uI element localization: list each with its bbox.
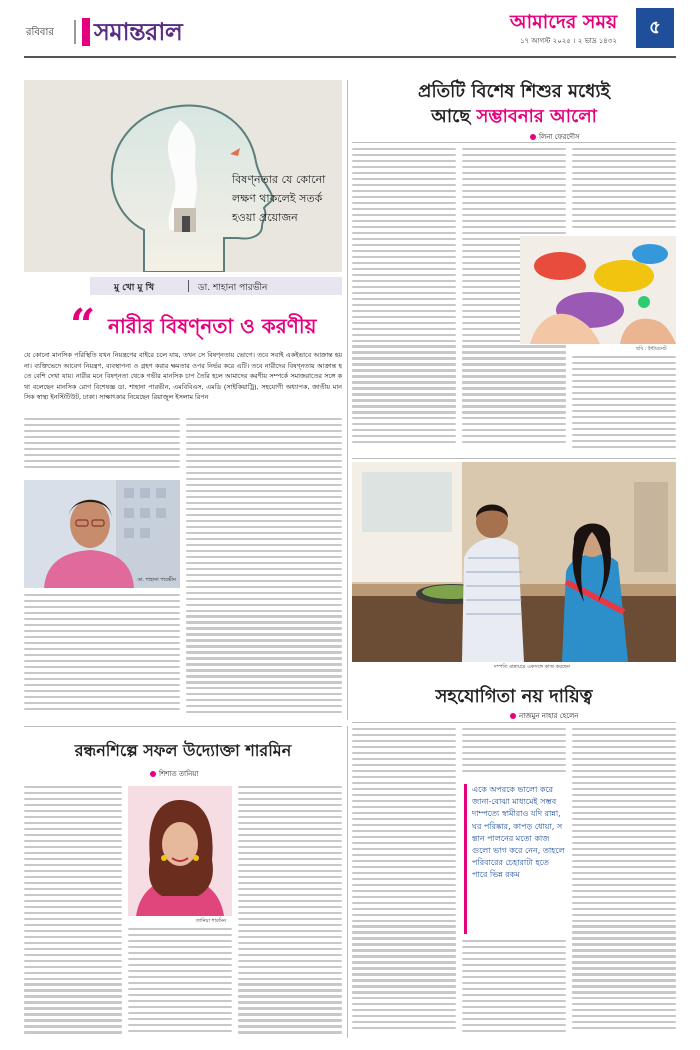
story-top-headline — [352, 80, 676, 140]
story-chef-col-1 — [24, 786, 122, 1038]
story-top-col-3 — [572, 148, 676, 232]
doctor-photo-caption: ডা. শাহানা পারভীন — [137, 577, 176, 583]
feature-headline: নারীর বিষণ্নতা ও করণীয় — [108, 314, 317, 338]
interview-label: মু খো মু খি — [114, 283, 155, 293]
story-chef-byline — [150, 768, 198, 780]
story-chef-headline: রন্ধনশিল্পে সফল উদ্যোক্তা শারমিন — [74, 741, 292, 760]
page-number-box — [636, 8, 674, 48]
column-divider-bottom — [347, 726, 348, 1038]
feature-lead-text: যে কোনো মানসিক পরিস্থিতি যখন নিয়ন্ত্রণের বাইরে চলে যায়, তখন সে বিষণ্নতায় ভোগে। তবে সবাই একইভাবে আক্রান্ত হয় না। ব্যক্তিভেদে আবেগ নিয়ন্ত্রণ, ব্যবস্থাপনা ও গ্রহণ করার ক্ষমতার ওপর নির্ভর করে এটি। তবে নারীদের বিষণ্নতায় আক্রান্ত হতে বেশি দেখা যায়। নারীর মনে বিষণ্নতা থেকে গভীর মানসিক চাপ তৈরি হলে আমাদের করণীয় সম্পর্কে সমাজরাতের সঙ্গে কথা বলেছেন মানসিক রোগ বিশেষজ্ঞ ডা. শাহানা পারভীন, এমবিবিএস, এমডি (সাইকিয়াট্রি), সহযোগী অধ্যাপক, জাতীয় মানসিক স্বাস্থ্য ইনস্টিটিউট, ঢাকা। সাক্ষাৎকার নিয়েছেন রিয়াজুল ইসলাম রিপন — [24, 351, 342, 402]
section-divider — [74, 20, 76, 44]
masthead-rule — [24, 56, 676, 58]
feature-body-col-1b — [24, 594, 180, 716]
column-divider-main — [347, 80, 348, 720]
couple-photo-caption: দম্পতি রান্নাঘরে একসঙ্গে কাজ করছেন — [494, 664, 570, 670]
story-couple-rule — [352, 722, 676, 723]
feature-lead — [24, 350, 342, 414]
story-couple-byline — [510, 710, 578, 722]
day-label: রবিবার — [26, 27, 54, 38]
story-top-col-1 — [352, 148, 456, 450]
story-couple-headline: সহযোগিতা নয় দায়িত্ব — [435, 686, 593, 707]
story-chef-headline-box — [24, 738, 342, 764]
story-top-col-3b — [572, 356, 676, 452]
masthead — [0, 0, 700, 62]
byline-dot-icon — [530, 134, 536, 140]
children-play-photo — [520, 236, 676, 344]
story-chef-top-rule — [24, 726, 342, 727]
page-number: ৫ — [649, 17, 661, 38]
story-chef-col-2b — [128, 928, 232, 1038]
story-couple-col-1 — [352, 728, 456, 1038]
couple-kitchen-photo — [352, 462, 676, 662]
story-top-headline-line1: প্রতিটি বিশেষ শিশুর মধ্যেই — [418, 81, 610, 102]
story-couple-col-2b — [462, 940, 566, 1038]
issue-date: ১৭ আগস্ট ২০২৫ । ২ ভাদ্র ১৪৩২ — [520, 37, 617, 45]
story-couple-headline-box — [352, 682, 676, 708]
story-couple-col-2a — [462, 728, 566, 778]
story-couple-col-3 — [572, 728, 676, 1038]
byline-dot-icon — [150, 771, 156, 777]
story-top-headline-line2b: সম্ভাবনার আলো — [476, 106, 597, 127]
paper-logo: আমাদের সময় — [510, 11, 618, 33]
story-top-rule — [352, 142, 676, 143]
quote-mark-icon: “ — [70, 300, 96, 351]
story-couple-byline-text: নাজমুন নাহার হেলেন — [519, 712, 579, 720]
chef-photo-caption: তানিয়া শারমিন — [196, 918, 226, 924]
section-badge — [82, 18, 90, 46]
feature-headline-box — [24, 300, 342, 351]
byline-dot-icon — [510, 713, 516, 719]
story-couple-top-rule — [352, 458, 676, 459]
pull-quote-text: একে অপরকে ভালো করে জানা-বোঝা মাধ্যমেই সম্ভব দাম্পত্যে স্বামীরাও যদি রান্না, ঘর পরিষ্কার, কাপড় ধোয়া, সন্তান পালনের মতো কাজগুলো ভাগ করে নেন, তাহলে পরিবারের চেহারাটা হতে পারে ভিন্ন রকম — [472, 785, 565, 880]
doctor-photo — [24, 480, 180, 588]
feature-body-col-2 — [186, 418, 342, 718]
story-chef-col-3 — [238, 786, 342, 1038]
section-title: সমান্তরাল — [94, 17, 183, 46]
feature-caption-box — [232, 168, 340, 238]
story-chef-byline-text: শিশাত তানিয়া — [159, 770, 199, 778]
feature-caption: বিষণ্নতার যে কোনো লক্ষণ থাকলেই সতর্ক হওয়া প্রয়োজন — [232, 173, 326, 224]
interview-person: ডা. শাহানা পারভীন — [198, 283, 268, 293]
children-photo-credit: ছবি : ইন্টারনেট — [636, 346, 667, 352]
feature-body-col-1 — [24, 418, 180, 476]
story-top-headline-line2a: আছে — [431, 106, 477, 127]
interview-label-bar — [90, 277, 342, 295]
story-top-byline-text: লিনা ফেরদৌস — [539, 133, 580, 141]
pull-quote-box — [464, 784, 566, 934]
label-divider — [188, 280, 189, 292]
chef-portrait-photo — [128, 786, 232, 916]
